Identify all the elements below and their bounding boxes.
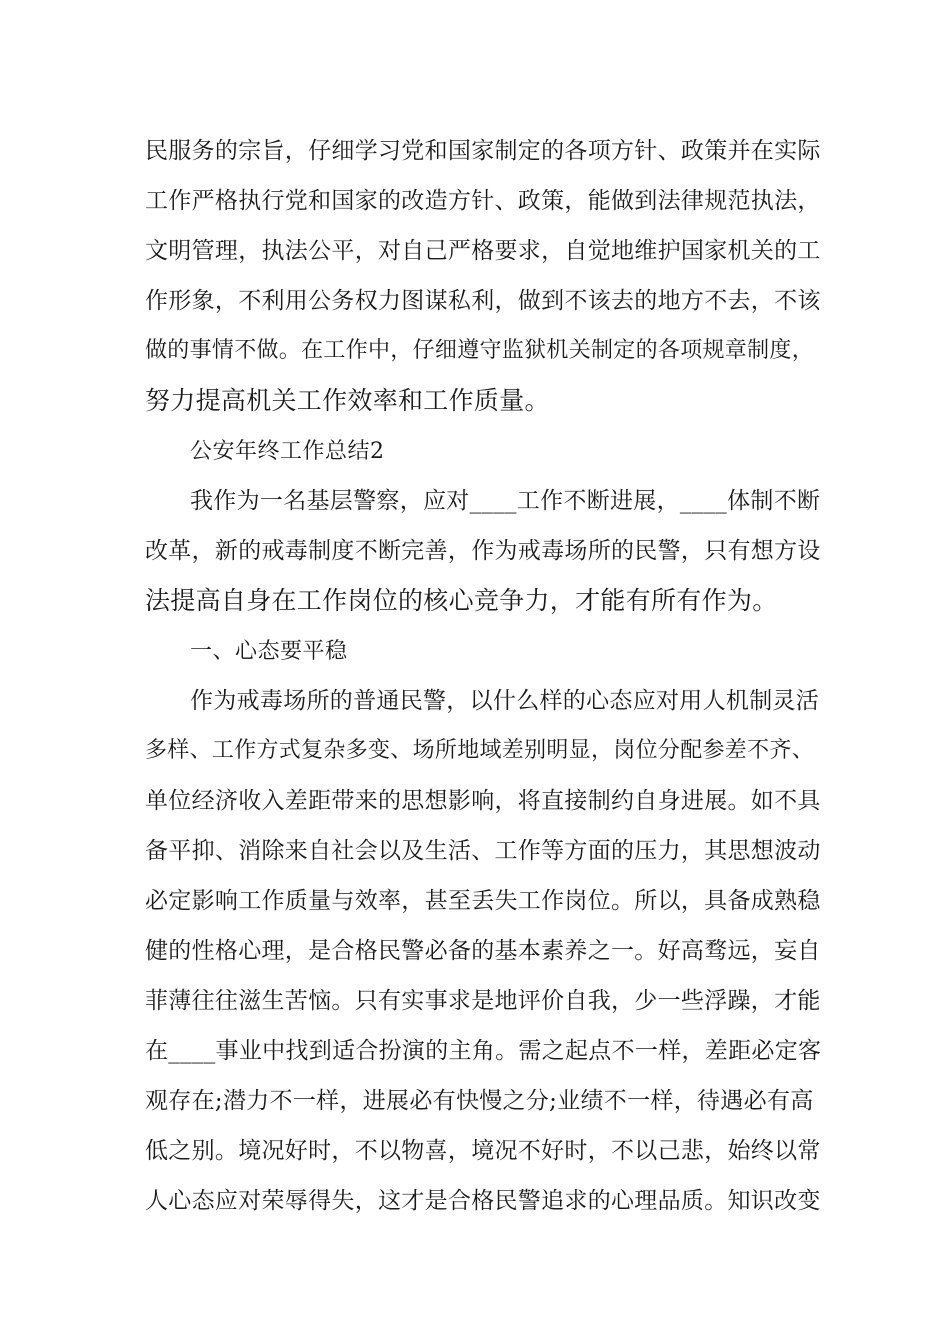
body-text-line: 作为戒毒场所的普通民警，以什么样的心态应对用人机制灵活 [190,688,820,714]
body-text-line: 菲薄往往滋生苦恼。只有实事求是地评价自我，少一些浮躁，才能 [145,988,821,1014]
body-text-line: 人心态应对荣辱得失，这才是合格民警追求的心理品质。知识改变 [145,1188,821,1214]
body-text-line: 法提高自身在工作岗位的核心竞争力，才能有所有作为。 [145,586,778,615]
body-text-line: 单位经济收入差距带来的思想影响，将直接制约自身进展。如不具 [145,788,821,814]
body-text-line: 必定影响工作质量与效率，甚至丢失工作岗位。所以，具备成熟稳 [145,888,821,914]
body-text-line: 健的性格心理，是合格民警必备的基本素养之一。好高骛远，妄自 [145,938,821,964]
body-text-line: 备平抑、消除来自社会以及生活、工作等方面的压力，其思想波动 [145,838,821,864]
body-text-line: 文明管理，执法公平，对自己严格要求，自觉地维护国家机关的工 [145,238,821,264]
body-text-line: 低之别。境况好时，不以物喜，境况不好时，不以己悲，始终以常 [145,1138,821,1164]
body-text-line: 观存在;潜力不一样，进展必有快慢之分;业绩不一样，待遇必有高 [145,1088,814,1114]
body-text-line: 工作严格执行党和国家的改造方针、政策，能做到法律规范执法， [145,188,821,214]
body-text-line: 改革，新的戒毒制度不断完善，作为戒毒场所的民警，只有想方设 [145,538,821,564]
body-text-line: 多样、工作方式复杂多变、场所地域差别明显，岗位分配参差不齐、 [145,738,815,763]
body-text-line: 在____事业中找到适合扮演的主角。需之起点不一样，差距必定客 [145,1038,822,1064]
body-text-line: 做的事情不做。在工作中，仔细遵守监狱机关制定的各项规章制度， [145,338,815,363]
section-title: 公安年终工作总结2 [190,439,385,464]
body-text-line: 作形象，不利用公务权力图谋私利，做到不该去的地方不去，不该 [145,288,821,314]
subsection-heading: 一、心态要平稳 [190,639,348,664]
body-text-line: 努力提高机关工作效率和工作质量。 [145,386,550,415]
body-text-line: 民服务的宗旨，仔细学习党和国家制定的各项方针、政策并在实际 [145,138,821,164]
body-text-line: 我作为一名基层警察，应对____工作不断进展，____体制不断 [190,488,821,514]
